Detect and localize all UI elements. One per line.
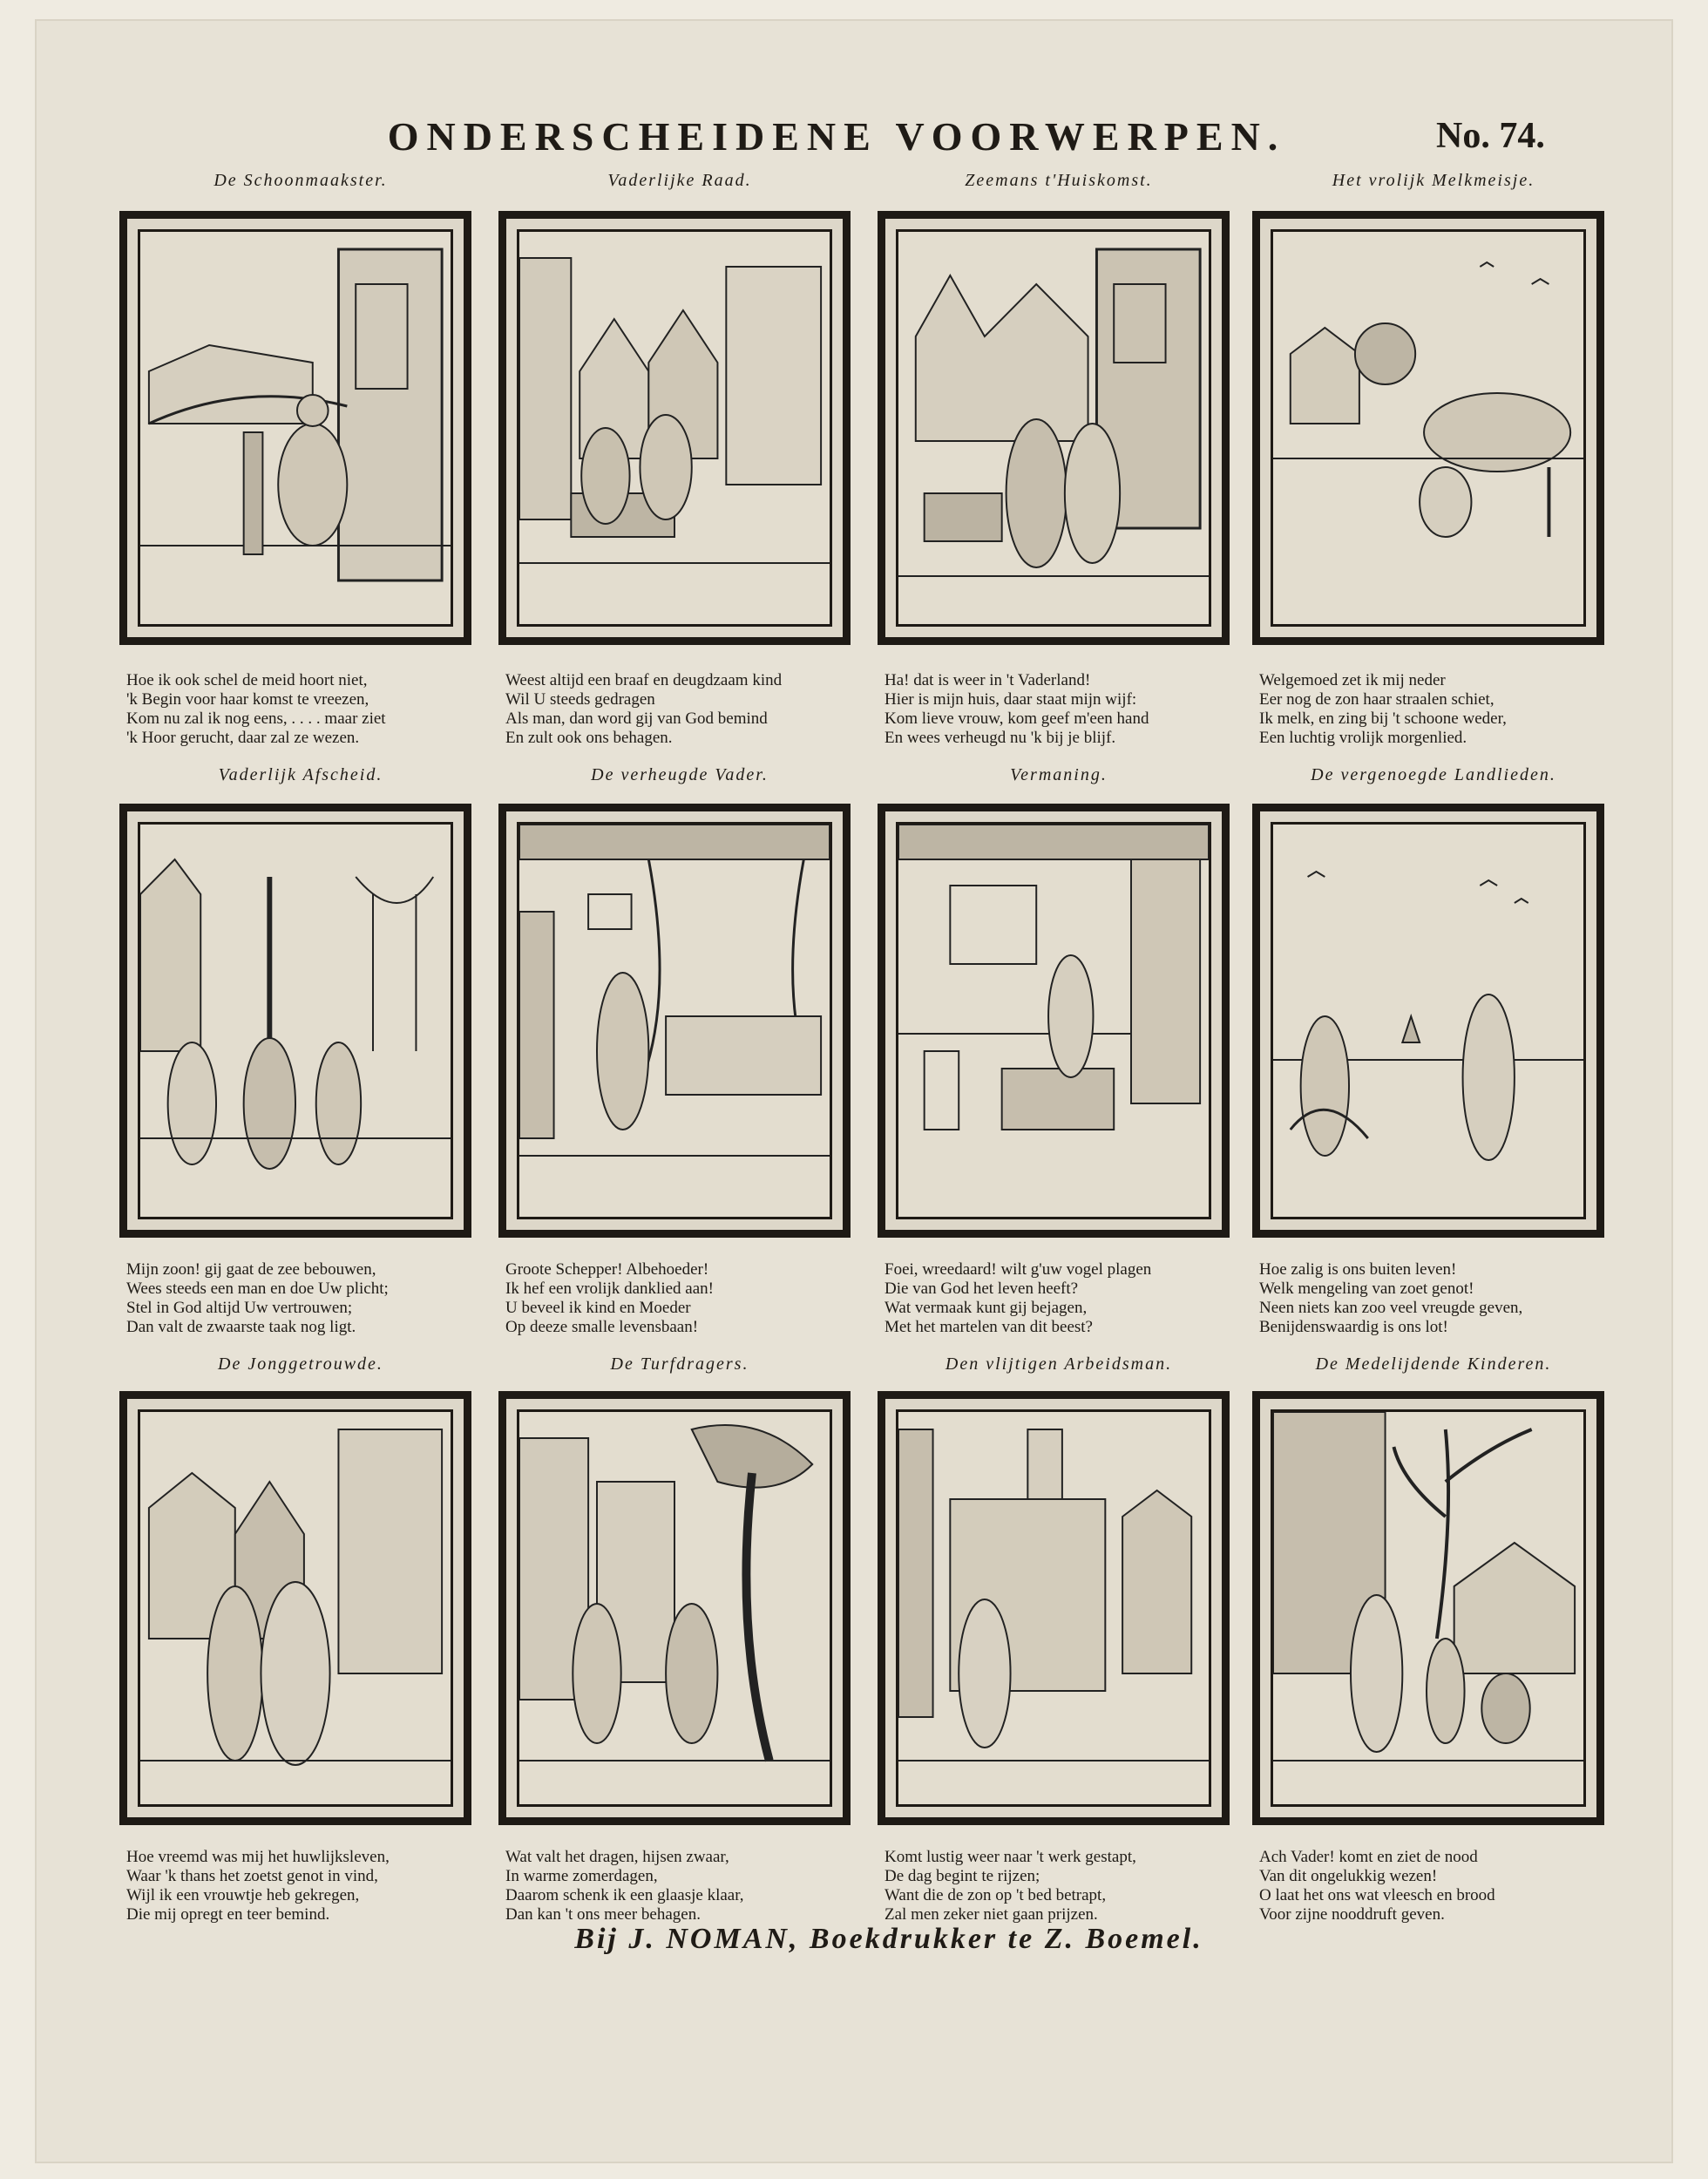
panel-verse: Groote Schepper! Albehoeder! Ik hef een vrolijk danklied aan! U beveel ik kind en Moeder Op deeze smalle levensbaan! <box>505 1260 714 1336</box>
panel-title: De verheugde Vader. <box>591 765 769 784</box>
woodcut-illustration <box>1273 825 1583 1217</box>
woodcut-illustration <box>140 232 451 624</box>
woodcut-frame <box>1252 211 1604 645</box>
panel-verse: Hoe zalig is ons buiten leven! Welk mengeling van zoet genot! Neen niets kan zoo veel vreugde geven, Benijdenswaardig is ons lot! <box>1259 1260 1523 1336</box>
panel-title: De Schoonmaakster. <box>214 171 388 190</box>
panel-verse: Foei, wreedaard! wilt g'uw vogel plagen Die van God het leven heeft? Wat vermaak kunt gij bejagen, Met het martelen van dit beest? <box>884 1260 1152 1336</box>
panel-title: Zeemans t'Huiskomst. <box>965 171 1153 190</box>
woodcut-frame <box>498 211 851 645</box>
woodcut-frame <box>878 804 1230 1238</box>
woodcut-frame <box>1252 804 1604 1238</box>
woodcut-frame <box>119 211 471 645</box>
woodcut-illustration <box>898 825 1209 1217</box>
panel-title: Vermaning. <box>1010 765 1108 784</box>
woodcut-frame <box>878 1391 1230 1825</box>
panel-title: De Medelijdende Kinderen. <box>1315 1354 1552 1374</box>
panel-title: Vaderlijke Raad. <box>607 171 752 190</box>
panel-verse: Welgemoed zet ik mij neder Eer nog de zon haar straalen schiet, Ik melk, en zing bij 't schoone weder, Een luchtig vrolijk morgenlied. <box>1259 671 1507 747</box>
page-title: ONDERSCHEIDENE VOORWERPEN. <box>387 114 1286 159</box>
panel-verse: Weest altijd een braaf en deugdzaam kind Wil U steeds gedragen Als man, dan word gij van God bemind En zult ook ons behagen. <box>505 671 783 747</box>
woodcut-illustration <box>140 1412 451 1804</box>
woodcut-frame <box>498 1391 851 1825</box>
panel-title: De Turfdragers. <box>610 1354 749 1374</box>
panel-title: De Jonggetrouwde. <box>218 1354 383 1374</box>
panel-title: Het vrolijk Melkmeisje. <box>1332 171 1535 190</box>
woodcut-illustration <box>519 825 830 1217</box>
panel-title: Vaderlijk Afscheid. <box>218 765 383 784</box>
panel-verse: Ach Vader! komt en ziet de nood Van dit ongelukkig wezen! O laat het ons wat vleesch en brood Voor zijne nooddruft geven. <box>1259 1848 1495 1924</box>
panel-verse: Mijn zoon! gij gaat de zee bebouwen, Wees steeds een man en doe Uw plicht; Stel in God altijd Uw vertrouwen; Dan valt de zwaarste taak nog ligt. <box>126 1260 389 1336</box>
woodcut-frame <box>119 1391 471 1825</box>
woodcut-illustration <box>519 232 830 624</box>
woodcut-frame <box>1252 1391 1604 1825</box>
woodcut-illustration <box>1273 232 1583 624</box>
woodcut-frame <box>498 804 851 1238</box>
panel-verse: Ha! dat is weer in 't Vaderland! Hier is mijn huis, daar staat mijn wijf: Kom lieve vrouw, kom geef m'een hand En wees verheugd nu 'k bij je blijf. <box>884 671 1149 747</box>
panel-verse: Hoe ik ook schel de meid hoort niet, 'k Begin voor haar komst te vreezen, Kom nu zal ik nog eens, . . . . maar ziet 'k Hoor gerucht, daar zal ze wezen. <box>126 671 386 747</box>
panel-verse: Wat valt het dragen, hijsen zwaar, In warme zomerdagen, Daarom schenk ik een glaasje klaar, Dan kan 't ons meer behagen. <box>505 1848 744 1924</box>
woodcut-frame <box>878 211 1230 645</box>
woodcut-illustration <box>140 825 451 1217</box>
panel-verse: Hoe vreemd was mij het huwlijksleven, Waar 'k thans het zoetst genot in vind, Wijl ik een vrouwtje heb gekregen, Die mij opregt en teer bemind. <box>126 1848 390 1924</box>
woodcut-frame <box>119 804 471 1238</box>
panel-verse: Komt lustig weer naar 't werk gestapt, De dag begint te rijzen; Want die de zon op 't bed betrapt, Zal men zeker niet gaan prijzen. <box>884 1848 1136 1924</box>
woodcut-illustration <box>898 232 1209 624</box>
printer-imprint: Bij J. NOMAN, Boekdrukker te Z. Boemel. <box>574 1923 1203 1955</box>
panel-title: Den vlijtigen Arbeidsman. <box>945 1354 1173 1374</box>
print-number: No. 74. <box>1436 116 1545 156</box>
panel-title: De vergenoegde Landlieden. <box>1311 765 1556 784</box>
woodcut-illustration <box>1273 1412 1583 1804</box>
woodcut-illustration <box>519 1412 830 1804</box>
woodcut-illustration <box>898 1412 1209 1804</box>
